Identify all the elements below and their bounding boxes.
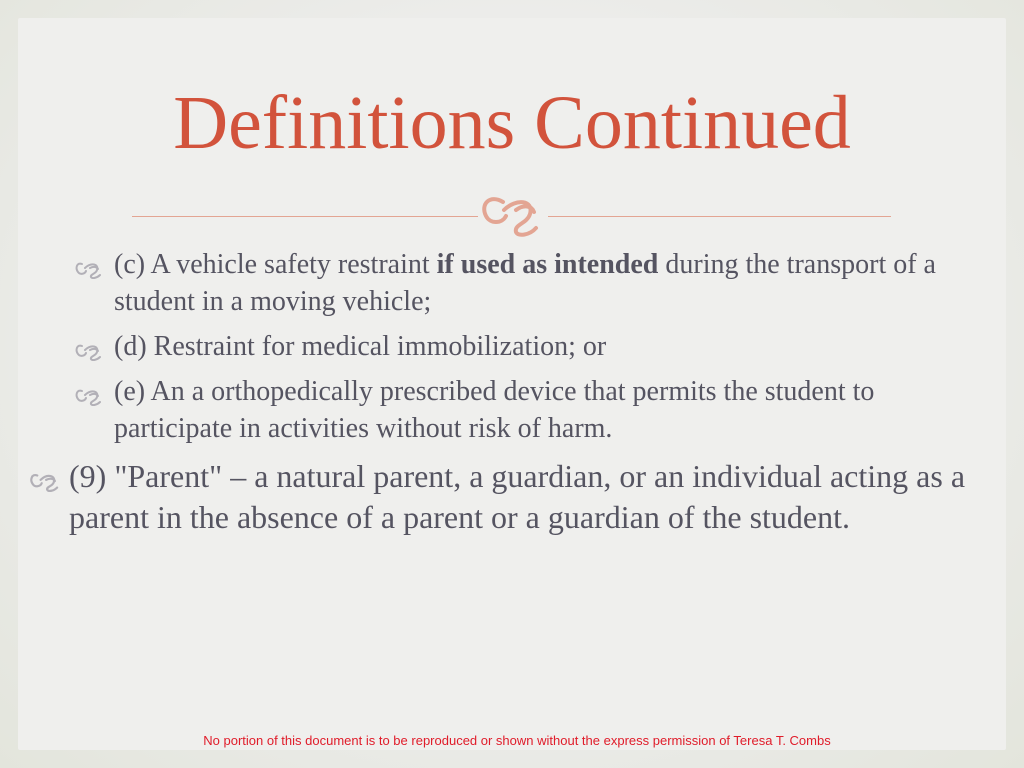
list-item-text: (e) An a orthopedically prescribed device that permits the student to participate in activities without risk of harm. bbox=[114, 376, 875, 444]
list-item-text bbox=[114, 246, 954, 320]
scroll-bullet-icon bbox=[74, 386, 104, 406]
list-item-text: (9) "Parent" – a natural parent, a guardian, or an individual acting as a parent in the absence of a parent or a guardian of the student. bbox=[69, 458, 966, 535]
slide-title: Definitions Continued bbox=[173, 81, 851, 165]
list-item-parent bbox=[28, 456, 988, 538]
list-item-e bbox=[74, 373, 954, 447]
list-item-text-suffix: during the transport of a student in a moving vehicle; bbox=[114, 249, 936, 317]
emphasis-text: if used as intended bbox=[436, 249, 659, 280]
copyright-notice: No portion of this document is to be reproduced or shown without the express permission of Teresa T. Combs bbox=[203, 733, 831, 748]
scroll-bullet-icon bbox=[74, 341, 104, 361]
list-item-text: (d) Restraint for medical immobilization; or bbox=[114, 331, 607, 362]
list-item-text-prefix: (c) A vehicle safety restraint bbox=[114, 249, 437, 280]
scroll-bullet-icon bbox=[74, 259, 104, 279]
scroll-bullet-icon bbox=[28, 470, 62, 492]
list-item-c bbox=[74, 246, 954, 320]
list-item-d bbox=[74, 328, 954, 365]
